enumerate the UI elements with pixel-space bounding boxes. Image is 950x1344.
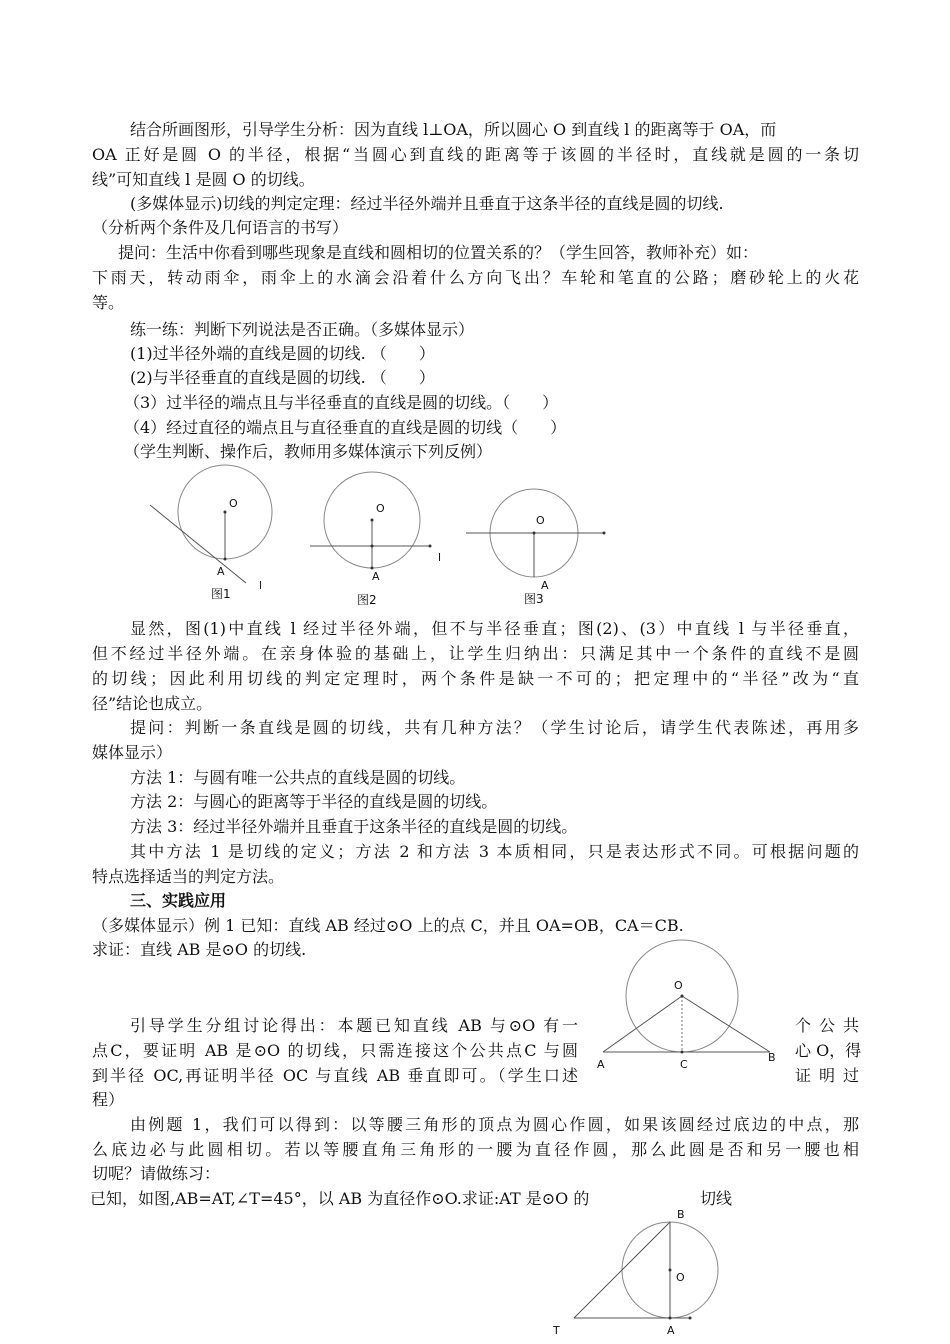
para6-line3: 的切线；因此利用切线的判定定理时，两个条件是缺一不可的；把定理中的“半径”改为“直: [92, 669, 859, 688]
question1-line3: 等。: [92, 293, 125, 312]
ex1-label-c: C: [680, 1058, 688, 1071]
fig2-caption: 图2: [357, 593, 377, 607]
fig2-label-a: A: [372, 570, 380, 583]
figure-2: [310, 472, 441, 607]
para6-line2: 但不经过半径外端。在亲身体验的基础上，让学生归纳出：只满足其中一个条件的直线不是圆: [92, 644, 859, 663]
para8-line2: 特点选择适当的判定方法。: [92, 867, 285, 886]
practice-q4: （4）经过直径的端点且与直径垂直的直线是圆的切线（ ）: [124, 418, 567, 437]
question1-line2: 下雨天，转动雨伞，雨伞上的水滴会沿着什么方向飞出？车轮和笔直的公路；磨砂轮上的火花: [92, 268, 859, 287]
fig1-label-l: l: [259, 579, 263, 592]
para8-line1: 其中方法 1 是切线的定义；方法 2 和方法 3 本质相同，只是表达形式不同。可根据问题的: [130, 842, 859, 861]
practice-q2: (2)与半径垂直的直线是圆的切线. （ ）: [130, 368, 435, 387]
para9-line2: 么底边必与此圆相切。若以等腰直角三角形的一腰为直径作圆，那么此圆是否和另一腰也相: [92, 1140, 859, 1159]
fig3-label-o: O: [536, 514, 545, 527]
example1-figure: [597, 940, 776, 1071]
para1-line1: 结合所画图形，引导学生分析：因为直线 l⊥OA，所以圆心 O 到直线 l 的距离等于 OA，而: [130, 120, 777, 139]
guide-line1-left: 引导学生分组讨论得出：本题已知直线 AB 与⊙O 有一: [130, 1016, 578, 1035]
figure-3: [466, 489, 606, 606]
practice-q1: (1)过半径外端的直线是圆的切线. （ ）: [130, 344, 435, 363]
para7-line1: 提问：判断一条直线是圆的切线，共有几种方法？（学生讨论后，请学生代表陈述，再用多: [130, 718, 859, 737]
para1-line2: OA 正好是圆 O 的半径，根据“当圆心到直线的距离等于该圆的半径时，直线就是圆的一条切: [92, 145, 859, 164]
practice-q3: （3）过半径的端点且与半径垂直的直线是圆的切线。（ ）: [124, 393, 559, 412]
method-1: 方法 1：与圆有唯一公共点的直线是圆的切线。: [130, 768, 466, 787]
method-3: 方法 3：经过半径外端并且垂直于这条半径的直线是圆的切线。: [130, 817, 578, 836]
para9-line3: 切呢？请做练习：: [92, 1164, 221, 1183]
guide-line3-right: 证 明 过: [795, 1066, 859, 1085]
exercise-figure: [552, 1208, 718, 1337]
guide-line3-left: 到半径 OC,再证明半径 OC 与直线 AB 垂直即可。（学生口述: [92, 1066, 578, 1085]
fig2-label-o: O: [376, 502, 385, 515]
figure-1: [150, 465, 272, 601]
exercise-label-o: O: [676, 1271, 685, 1284]
exercise-label-a: A: [667, 1324, 675, 1337]
fig1-caption: 图1: [211, 587, 231, 601]
guide-line1-right: 个 公 共: [795, 1016, 859, 1035]
method-2: 方法 2：与圆心的距离等于半径的直线是圆的切线。: [130, 792, 498, 811]
practice-intro: 练一练：判断下列说法是否正确。（多媒体显示）: [130, 320, 475, 339]
question1-line1: 提问：生活中你看到哪些现象是直线和圆相切的位置关系的？（学生回答，教师补充）如：: [118, 243, 759, 262]
practice-note: （学生判断、操作后，教师用多媒体演示下列反例）: [124, 442, 493, 461]
exercise-label-t: T: [553, 1324, 560, 1337]
exercise-given-end: 切线: [700, 1189, 733, 1208]
ex1-label-a: A: [597, 1058, 605, 1071]
example1-prove: 求证：直线 AB 是⊙O 的切线.: [92, 940, 307, 959]
guide-line2-left: 点C，要证明 AB 是⊙O 的切线，只需连接这个公共点C 与圆: [92, 1041, 578, 1060]
guide-line2-right: 心 O，得: [795, 1041, 862, 1060]
fig3-label-a: A: [541, 579, 549, 592]
section-heading: 三、实践应用: [130, 891, 227, 910]
fig2-label-l: l: [438, 551, 442, 564]
fig1-label-o: O: [229, 497, 238, 510]
ex1-label-o: O: [674, 979, 683, 992]
guide-line4: 程）: [92, 1090, 125, 1109]
para9-line1: 由例题 1，我们可以得到：以等腰三角形的顶点为圆心作圆，如果该圆经过底边的中点，那: [130, 1115, 859, 1134]
exercise-label-b: B: [677, 1208, 685, 1221]
example1-given: （多媒体显示）例 1 已知：直线 AB 经过⊙O 上的点 C，并且 OA=OB，CA＝CB.: [92, 916, 684, 935]
exercise-given: 已知，如图,AB=AT,∠T=45°，以 AB 为直径作⊙O.求证:AT 是⊙O 的: [90, 1189, 590, 1208]
para6-line1: 显然，图(1)中直线 l 经过半径外端，但不与半径垂直；图(2)、(3）中直线 l 与半径垂直，: [130, 619, 859, 638]
para6-line4: 径”结论也成立。: [92, 694, 213, 713]
para7-line2: 媒体显示）: [92, 743, 173, 762]
fig1-label-a: A: [217, 565, 225, 578]
ex1-label-b: B: [768, 1051, 776, 1064]
theorem-note: （分析两个条件及几何语言的书写）: [92, 218, 349, 237]
theorem-line: (多媒体显示)切线的判定定理：经过半径外端并且垂直于这条半径的直线是圆的切线.: [130, 194, 724, 213]
para1-line3: 线”可知直线 l 是圆 O 的切线。: [92, 170, 315, 189]
fig3-caption: 图3: [524, 592, 544, 606]
